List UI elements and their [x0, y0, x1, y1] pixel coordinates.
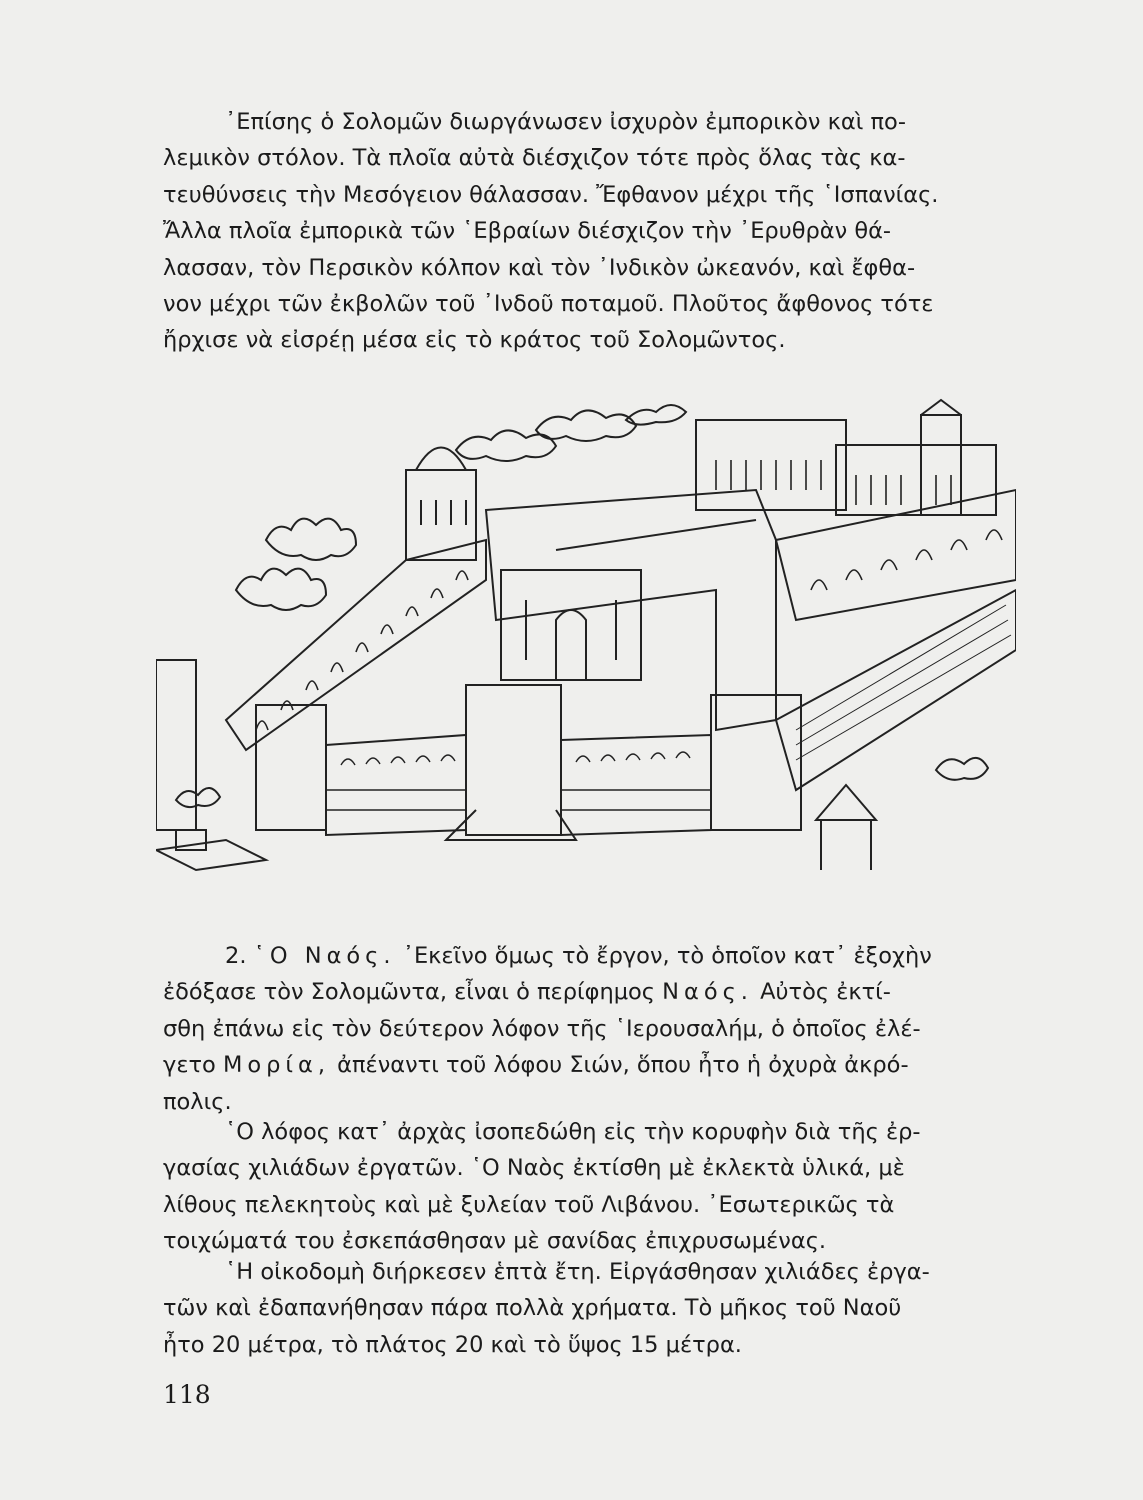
temple-illustration: [156, 390, 1016, 890]
text-line: λεμικὸν στόλον. Τὰ πλοῖα αὐτὰ διέσχιζον τότε πρὸς ὅλας τὰς κα-: [163, 145, 906, 172]
paragraph-temple: [163, 938, 998, 1120]
text-line: γασίας χιλιάδων ἐργατῶν. ῾Ο Ναὸς ἐκτίσθη μὲ ἐκλεκτὰ ὑλικά, μὲ: [163, 1155, 905, 1182]
text-line: Ἄλλα πλοῖα ἐμπορικὰ τῶν ῾Εβραίων διέσχιζον τὴν ᾿Ερυθρὰν θά-: [163, 218, 892, 245]
text-line: ἤρχισε νὰ εἰσρέῃ μέσα εἰς τὸ κράτος τοῦ Σολομῶντος.: [163, 327, 786, 354]
text-fragment: ᾿Εκεῖνο ὅμως τὸ ἔργον, τὸ ὁποῖον κατ᾿ ἐξοχὴν: [402, 943, 932, 969]
tree-cluster-icon: [236, 405, 686, 610]
text-line: τοιχώματά του ἐσκεπάσθησαν μὲ σανίδας ἐπιχρυσωμένας.: [163, 1228, 827, 1255]
text-line: [163, 938, 998, 974]
paragraph-dimensions: [163, 1254, 998, 1363]
section-number: 2.: [225, 943, 247, 969]
left-front-tower-shape: [256, 705, 326, 830]
text-fragment: ἀπέναντι τοῦ λόφου Σιών, ὅπου ἦτο ἡ ὀχυρὰ ἀκρό-: [337, 1052, 909, 1079]
emphasized-word: Ναός.: [662, 979, 753, 1006]
text-line: τῶν καὶ ἐδαπανήθησαν πάρα πολλὰ χρήματα. Τὸ μῆκος τοῦ Ναοῦ: [163, 1295, 902, 1322]
back-building-shape: [696, 420, 846, 510]
text-fragment: Αὐτὸς ἐκτί-: [760, 979, 891, 1006]
text-line: ᾿Επίσης ὁ Σολομῶν διωργάνωσεν ἰσχυρὸν ἐμπορικὸν καὶ πο-: [225, 109, 906, 135]
paragraph-construction: [163, 1114, 998, 1260]
center-front-tower-shape: [466, 685, 561, 835]
text-line: ῾Η οἰκοδομὴ διήρκεσεν ἑπτὰ ἔτη. Εἰργάσθησαν χιλιάδες ἐργα-: [225, 1259, 930, 1285]
text-line: λίθους πελεκητοὺς καὶ μὲ ξυλείαν τοῦ Λιβάνου. ᾿Εσωτερικῶς τὰ: [163, 1191, 895, 1218]
text-line: [163, 1047, 998, 1083]
section-heading: ῾Ο Ναός.: [253, 943, 396, 969]
emphasized-word: Μορία,: [222, 1052, 331, 1079]
text-fragment: γετο: [163, 1052, 216, 1079]
text-fragment: ἐδόξασε τὸν Σολομῶντα, εἶναι ὁ περίφημος: [163, 979, 656, 1006]
pavilion-roof-shape: [816, 785, 876, 820]
paragraph-fleet: [163, 104, 998, 359]
text-line: σθη ἐπάνω εἰς τὸν δεύτερον λόφον τῆς ῾Ιερουσαλήμ, ὁ ὁποῖος ἐλέ-: [163, 1015, 921, 1042]
text-line: τευθύνσεις τὴν Μεσόγειον θάλασσαν. Ἔφθανον μέχρι τῆς ῾Ισπανίας.: [163, 181, 939, 208]
text-line: ῾Ο λόφος κατ᾿ ἀρχὰς ἰσοπεδώθη εἰς τὴν κορυφὴν διὰ τῆς ἐρ-: [225, 1119, 921, 1145]
left-colonnade-shape: [226, 540, 486, 750]
page-number: 118: [163, 1380, 211, 1409]
central-gate-shape: [501, 570, 641, 680]
text-line: [163, 974, 998, 1010]
text-line: λασσαν, τὸν Περσικὸν κόλπον καὶ τὸν ᾿Ινδικὸν ὠκεανόν, καὶ ἔφθα-: [163, 254, 916, 281]
text-line: νον μέχρι τῶν ἐκβολῶν τοῦ ᾿Ινδοῦ ποταμοῦ. Πλοῦτος ἄφθονος τότε: [163, 291, 934, 318]
text-line: πολις.: [163, 1088, 232, 1115]
text-line: ἦτο 20 μέτρα, τὸ πλάτος 20 καὶ τὸ ὕψος 15 μέτρα.: [163, 1331, 742, 1358]
